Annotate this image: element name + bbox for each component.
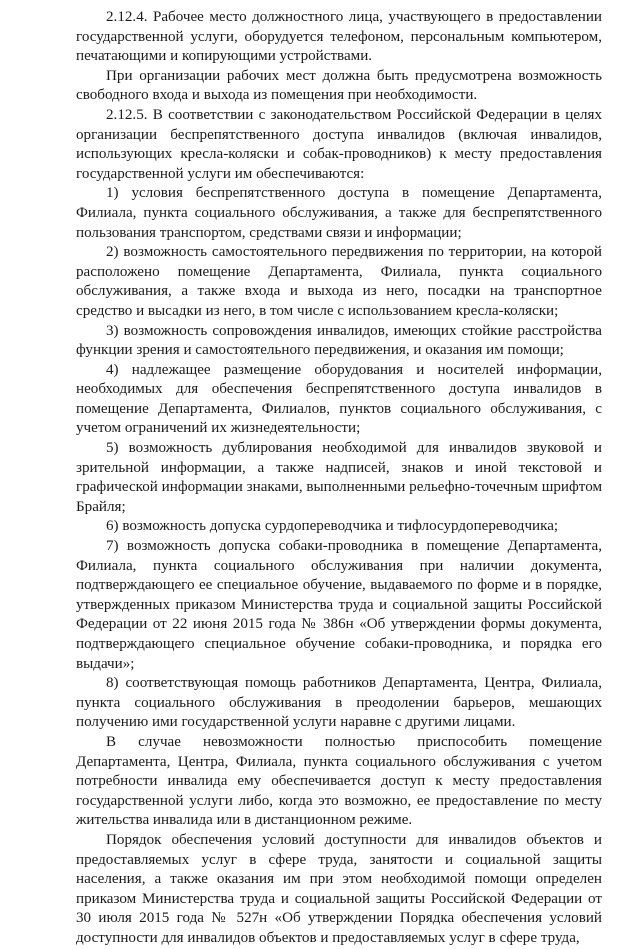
paragraph-workplace-access: При организации рабочих мест должна быть предусмотрена возможность свободного входа и выхода из помещения при необходимости. (76, 67, 602, 104)
list-item-7: 7) возможность допуска собаки-проводника в помещение Департамента, Филиала, пункта социального обслуживания при наличии документа, подтверждающего ее специальное обучение, выдаваемого по форме и в порядке, утвержденных приказом Министерства труда и социальной защиты Российской Федерации от 22 июня 2015 года № 386н «Об утверждении формы документа, подтверждающего специальное обучение собаки-проводника, и порядка его выдачи»; (76, 538, 602, 672)
list-item-3: 3) возможность сопровождения инвалидов, имеющих стойкие расстройства функции зрения и самостоятельного передвижения, и оказания им помощи; (76, 322, 602, 359)
paragraph-remote-service: В случае невозможности полностью приспособить помещение Департамента, Центра, Филиала, пункта социального обслуживания с учетом потребности инвалида ему обеспечивается доступ к месту предоставления государственной услуги либо, когда это возможно, ее предоставление по месту жительства инвалида или в дистанционном режиме. (76, 733, 602, 829)
list-item-8: 8) соответствующая помощь работников Департамента, Центра, Филиала, пункта социального обслуживания в преодолении барьеров, мешающих получению ими государственной услуги наравне с другими лицами. (76, 675, 602, 731)
paragraph-2-12-4: 2.12.4. Рабочее место должностного лица, участвующего в предоставлении государственной услуги, оборудуется телефоном, персональным компьютером, печатающими и копирующими устройствами. (76, 9, 602, 65)
list-item-4: 4) надлежащее размещение оборудования и носителей информации, необходимых для обеспечения беспрепятственного доступа инвалидов в помещение Департамента, Филиалов, пунктов социального обслуживания, с учетом ограничений их жизнедеятельности; (76, 361, 602, 437)
list-item-1: 1) условия беспрепятственного доступа в помещение Департамента, Филиала, пункта социального обслуживания, а также для беспрепятственного пользования транспортом, средствами связи и информации; (76, 185, 602, 241)
paragraph-2-12-5: 2.12.5. В соответствии с законодательством Российской Федерации в целях организации беспрепятственного доступа инвалидов (включая инвалидов, использующих кресла-коляски и собак-проводников) к месту предоставления государственной услуги им обеспечиваются: (76, 106, 602, 182)
list-item-6: 6) возможность допуска сурдопереводчика и тифлосурдопереводчика; (106, 518, 559, 535)
list-item-5: 5) возможность дублирования необходимой для инвалидов звуковой и зрительной информации, а также надписей, знаков и иной текстовой и графической информации знаками, выполненными рельефно-точечным шрифтом Брайля; (76, 440, 602, 515)
paragraph-accessibility-order: Порядок обеспечения условий доступности для инвалидов объектов и предоставляемых услуг в сфере труда, занятости и социальной защиты населения, а также оказания им при этом необходимой помощи определен приказом Министерства труда и социальной защиты Российской Федерации от 30 июля 2015 года № 527н «Об утверждении Порядка обеспечения условий доступности для инвалидов объектов и предоставляемых услуг в сфере труда, (76, 831, 602, 946)
document-page (76, 8, 602, 949)
list-item-2: 2) возможность самостоятельного передвижения по территории, на которой расположено помещение Департамента, Филиала, пункта социального обслуживания, а также входа и выхода из него, посадки на транспортное средство и высадки из него, в том числе с использованием кресла-коляски; (76, 244, 602, 319)
